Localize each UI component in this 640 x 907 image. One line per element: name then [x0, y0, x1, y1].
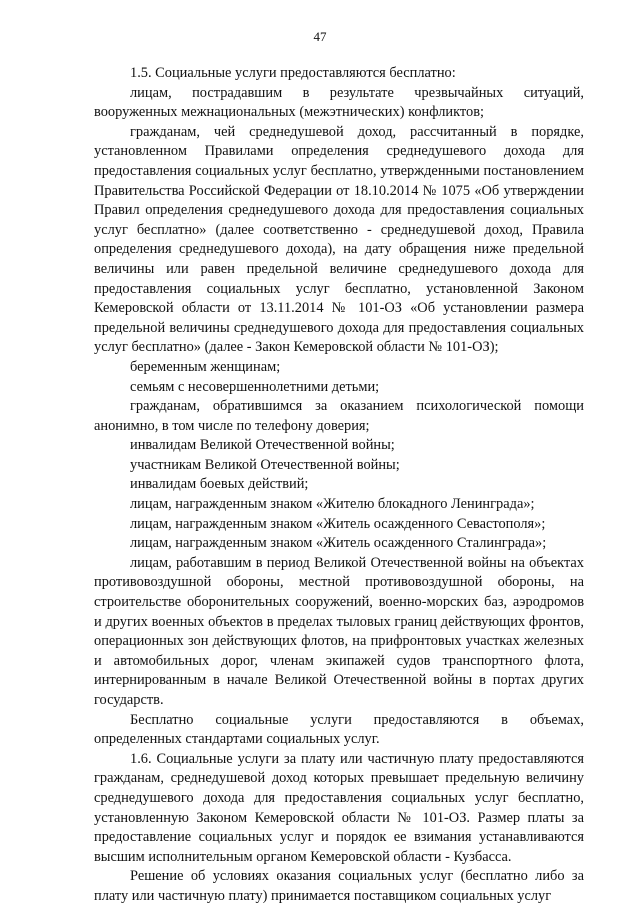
- document-body: [94, 64, 584, 907]
- paragraph: лицам, награжденным знаком «Житель осажденного Севастополя»;: [130, 515, 546, 532]
- paragraph: лицам, награжденным знаком «Жителю блокадного Ленинграда»;: [130, 496, 535, 513]
- paragraph: Решение об условиях оказания социальных услуг (бесплатно либо за плату или частичную плату) принимается поставщиком социальных услуг: [94, 868, 584, 904]
- paragraph: Бесплатно социальные услуги предоставляются в объемах, определенных стандартами социальных услуг.: [94, 711, 584, 748]
- paragraph: гражданам, обратившимся за оказанием психологической помощи анонимно, в том числе по телефону доверия;: [94, 398, 584, 434]
- paragraph: лицам, работавшим в период Великой Отечественной войны на объектах противовоздушной обороны, местной противовоздушной обороны, на строительстве оборонительных сооружений, военно-морских баз, аэродромов и других военных объектов в пределах тыловых границ действующих фронтов, операционных зон действующих флотов, на прифронтовых участках железных и автомобильных дорог, членам экипажей судов транспортного флота, интернированным в начале Великой Отечественной войны в портах других государств.: [94, 554, 584, 708]
- paragraph: гражданам, чей среднедушевой доход, рассчитанный в порядке, установленном Правилами определения среднедушевого дохода для предоставления социальных услуг бесплатно, утвержденными постановлением Правительства Российской Федерации от 18.10.2014 № 1075 «Об утверждении Правил определения среднедушевого дохода для предоставления социальных услуг бесплатно» (далее соответственно - среднедушевой доход, Правила определения среднедушевого дохода), на дату обращения ниже предельной величины или равен предельной величине среднедушевого дохода для предоставления социальных услуг бесплатно, установленной Законом Кемеровской области от 13.11.2014 № 101-ОЗ «Об установлении размера предельной величины среднедушевого дохода для предоставления социальных услуг бесплатно» (далее - Закон Кемеровской области № 101-ОЗ);: [94, 123, 584, 356]
- paragraph: участникам Великой Отечественной войны;: [130, 456, 400, 473]
- paragraph: лицам, награжденным знаком «Житель осажденного Сталинграда»;: [130, 535, 547, 552]
- paragraph: беременным женщинам;: [130, 358, 281, 375]
- paragraph: 1.5. Социальные услуги предоставляются бесплатно:: [130, 65, 456, 81]
- paragraph: семьям с несовершеннолетними детьми;: [130, 378, 380, 395]
- page-number: 47: [313, 29, 327, 44]
- paragraph: 1.6. Социальные услуги за плату или частичную плату предоставляются гражданам, среднедушевой доход которых превышает предельную величину среднедушевого дохода для предоставления социальных услуг бесплатно, установленную Законом Кемеровской области № 101-ОЗ. Размер платы за предоставление социальных услуг и порядок ее взимания устанавливаются высшим исполнительным органом Кемеровской области - Кузбасса.: [94, 750, 584, 865]
- paragraph: лицам, пострадавшим в результате чрезвычайных ситуаций, вооруженных межнациональных (межэтнических) конфликтов;: [94, 84, 584, 121]
- paragraph: инвалидам Великой Отечественной войны;: [130, 437, 395, 454]
- paragraph: инвалидам боевых действий;: [130, 476, 309, 493]
